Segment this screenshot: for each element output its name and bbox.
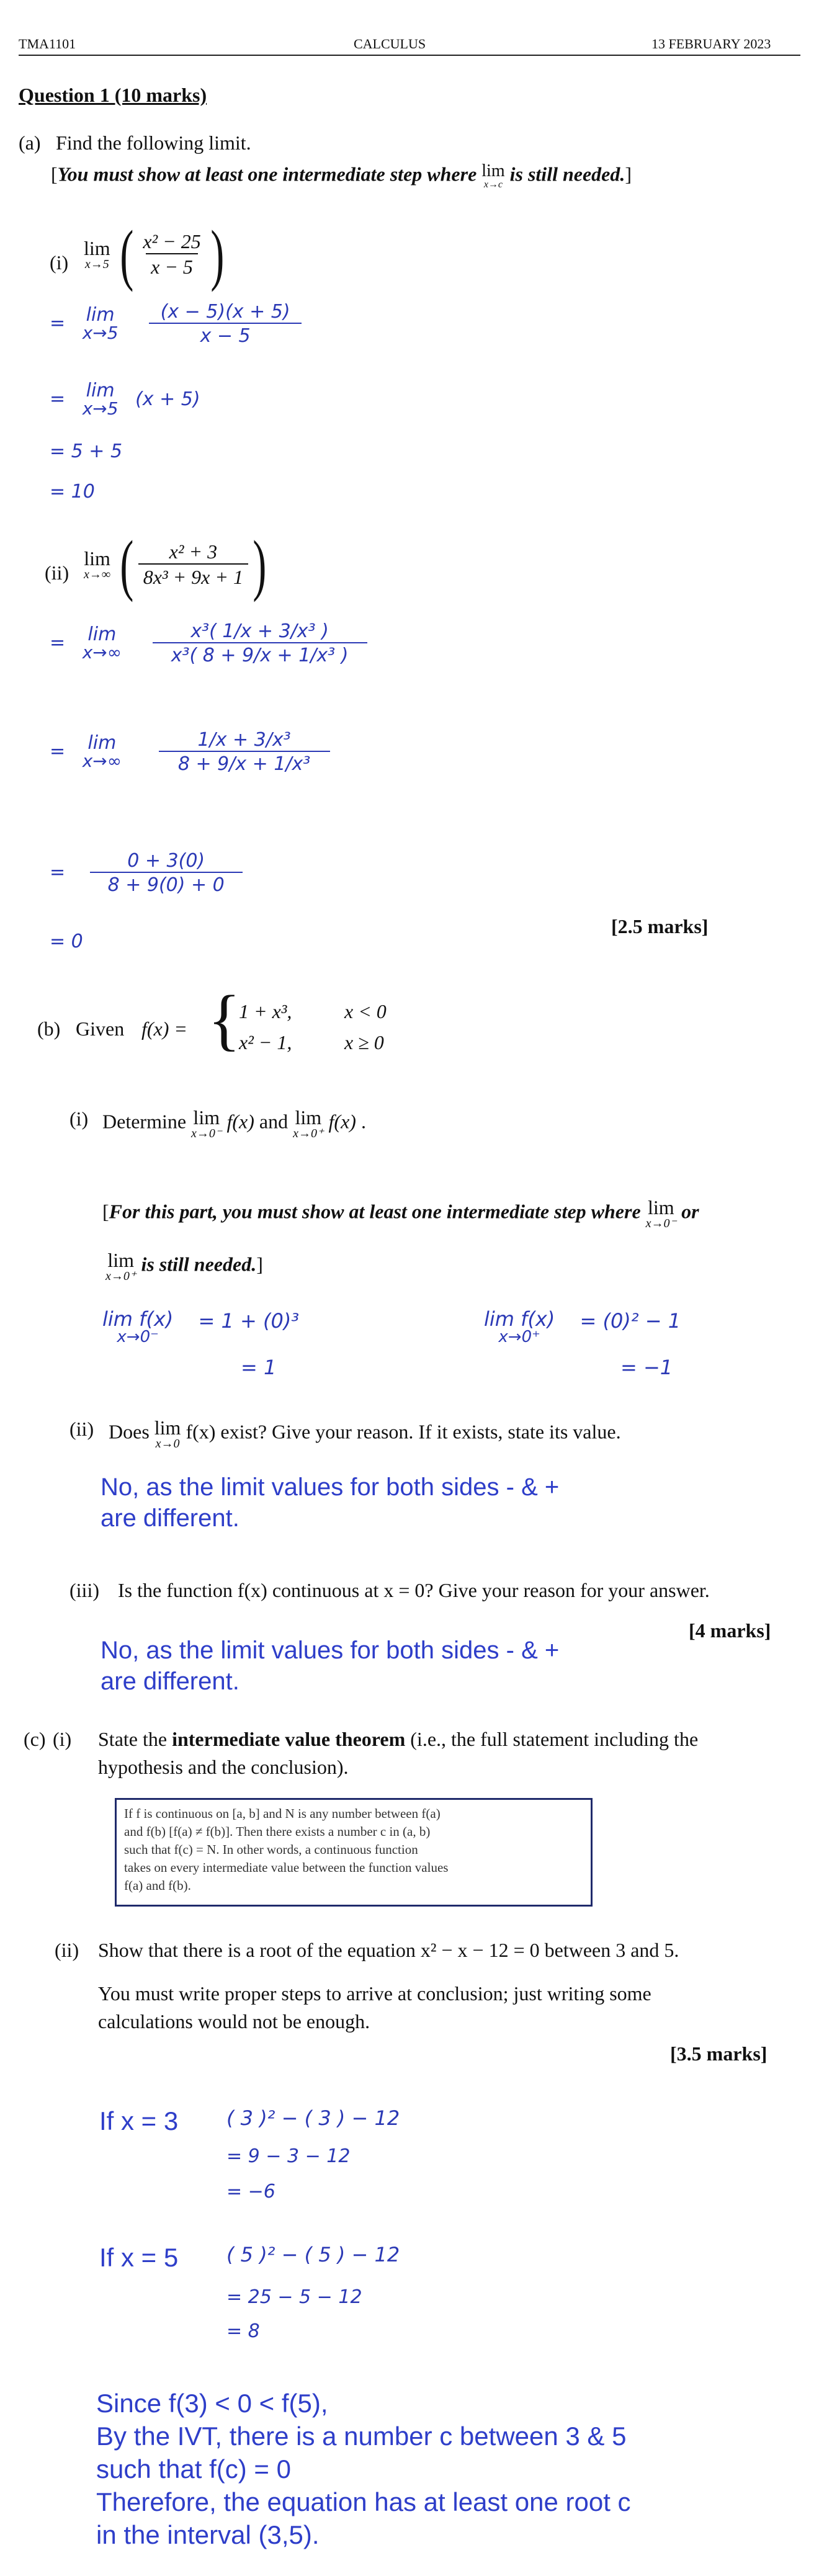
part-a-ii-work-line1: = lim x→∞ $\frac{\text{x³( 1/x + 3/x³ )}}{\text{x³( 8 + 9/x + 1/x³ )}}$ [50, 620, 367, 666]
c-ii-conclusion-line3: such that f(c) = 0 [96, 2454, 291, 2484]
c-ii-x5-line2: = 25 − 5 − 12 [226, 2286, 362, 2308]
part-a-ii-work-line2: = lim x→∞ $\frac{\text{1/x + 3/x³}}{\text{8 + 9/x + 1/x³}}$ [50, 729, 330, 775]
part-a-i-work-line2: = lim x→5 (x + 5) [50, 380, 200, 419]
part-b-label: (b) [37, 1017, 61, 1040]
part-b-iii-answer-line2: are different. [101, 1668, 239, 1695]
part-a-ii-work-line3: = $\frac{0 + 3(0)}{8 + 9(0) + 0}$ [50, 850, 243, 896]
ivt-answer-box [115, 1798, 593, 1907]
ivt-box-line5: f(a) and f(b). [124, 1878, 191, 1893]
part-a-i-work-line1: = lim x→5 $\frac{(x - 5)(x + 5)}{x - 5}$ [50, 301, 302, 347]
part-c-ii-label: (ii) [55, 1939, 79, 1961]
part-c-ii-instruction-line2: calculations would not be enough. [98, 2010, 370, 2033]
part-b-given: Given [76, 1017, 125, 1040]
part-b-case2-expr: x² − 1, [239, 1031, 292, 1053]
ivt-box-line4: takes on every intermediate value between the function values [124, 1860, 449, 1875]
c-ii-conclusion-line2: By the IVT, there is a number c between 3 & 5 [96, 2422, 627, 2451]
part-b-ii-answer-line1: No, as the limit values for both sides - & + [101, 1474, 560, 1501]
header-date: 13 FEBRUARY 2023 [651, 36, 771, 51]
c-ii-conclusion-line5: in the interval (3,5). [96, 2520, 320, 2549]
part-c-i-label: (i) [53, 1728, 72, 1750]
part-a-note: [You must show at least one intermediate step where lim x→c is still needed.] [51, 161, 632, 190]
c-ii-x5-line1: ( 5 )² − ( 5 ) − 12 [226, 2243, 400, 2266]
part-c-marks: [3.5 marks] [670, 2042, 768, 2065]
question-title: Question 1 (10 marks) [19, 84, 207, 106]
part-a-label: (a) [19, 132, 41, 154]
header-rule [19, 55, 800, 56]
c-ii-conclusion-line1: Since f(3) < 0 < f(5), [96, 2389, 328, 2418]
part-b-i-label: (i) [69, 1107, 89, 1130]
part-b-ii-label: (ii) [69, 1418, 94, 1440]
part-b-ii-answer-line2: are different. [101, 1505, 239, 1532]
part-a-i-work-line4: = 10 [50, 481, 95, 503]
c-ii-x3-line1: ( 3 )² − ( 3 ) − 12 [226, 2106, 400, 2130]
part-b-case1-expr: 1 + x³, [239, 1000, 292, 1022]
c-ii-x5-label: If x = 5 [99, 2243, 179, 2272]
part-c-ii-text: Show that there is a root of the equation x² − x − 12 = 0 between 3 and 5. [98, 1939, 679, 1961]
part-c-ii-instruction-line1: You must write proper steps to arrive at conclusion; just writing some [98, 1982, 651, 2005]
part-c-i-text-line2: hypothesis and the conclusion). [98, 1756, 349, 1778]
part-b-iii-answer-line1: No, as the limit values for both sides - & + [101, 1637, 560, 1664]
part-a-ii-label: (ii) [45, 561, 69, 584]
ivt-box-line1: If f is continuous on [a, b] and N is any number between f(a) [124, 1806, 441, 1821]
part-a-i-work-line3: = 5 + 5 [50, 441, 123, 462]
header-course-name: CALCULUS [354, 36, 426, 51]
part-b-iii-label: (iii) [69, 1579, 99, 1601]
c-ii-x3-line3: = −6 [226, 2181, 275, 2203]
part-b-i-work-right: lim f(x) x→0⁺ = (0)² − 1 [484, 1307, 681, 1346]
part-a-marks: [2.5 marks] [611, 915, 709, 937]
part-b-i-work-right-result: = −1 [620, 1356, 673, 1379]
part-b-case1-cond: x < 0 [344, 1000, 387, 1022]
c-ii-x3-label: If x = 3 [99, 2106, 179, 2135]
part-c-label: (c) [24, 1728, 46, 1750]
part-b-marks: [4 marks] [689, 1619, 771, 1642]
part-a-text: Find the following limit. [56, 132, 251, 154]
ivt-box-line3: such that f(c) = N. In other words, a continuous function [124, 1842, 418, 1857]
part-b-brace: { [208, 982, 241, 1057]
part-c-i-text: State the intermediate value theorem (i.e., the full statement including the [98, 1728, 699, 1750]
c-ii-x3-line2: = 9 − 3 − 12 [226, 2145, 351, 2167]
ivt-box-line2: and f(b) [f(a) ≠ f(b)]. Then there exists a number c in (a, b) [124, 1824, 431, 1839]
c-ii-conclusion-line4: Therefore, the equation has at least one root c [96, 2487, 631, 2516]
part-b-i-work-left: lim f(x) x→0⁻ = 1 + (0)³ [102, 1307, 300, 1346]
part-a-i-expression: lim x→5 ( $\frac{\text{x² − 25}}{x - 5}$ ) [84, 217, 225, 292]
part-b-i-text: Determine lim x→0⁻ f(x) and lim x→0⁺ f(x) . [102, 1106, 366, 1140]
part-b-fx: f(x) = [141, 1017, 187, 1040]
part-b-i-work-left-result: = 1 [241, 1356, 277, 1379]
part-a-i-label: (i) [50, 251, 69, 274]
part-b-i-note-line1: [For this part, you must show at least one intermediate step where lim x→0⁻ or [102, 1196, 699, 1230]
part-b-iii-text: Is the function f(x) continuous at x = 0? Give your reason for your answer. [118, 1579, 710, 1601]
part-b-i-note-line2: lim x→0⁺ is still needed.] [105, 1249, 263, 1283]
part-a-ii-expression: lim x→∞ ( $\frac{\text{x² + 3}}{\text{8x³ + 9x + 1}}$ ) [84, 527, 267, 602]
c-ii-x5-line3: = 8 [226, 2320, 260, 2342]
part-b-ii-text: Does lim x→0 f(x) exist? Give your reason. If it exists, state its value. [109, 1416, 621, 1451]
header-course-code: TMA1101 [19, 36, 76, 51]
part-a-ii-work-line4: = 0 [50, 931, 83, 952]
part-b-case2-cond: x ≥ 0 [344, 1031, 384, 1053]
